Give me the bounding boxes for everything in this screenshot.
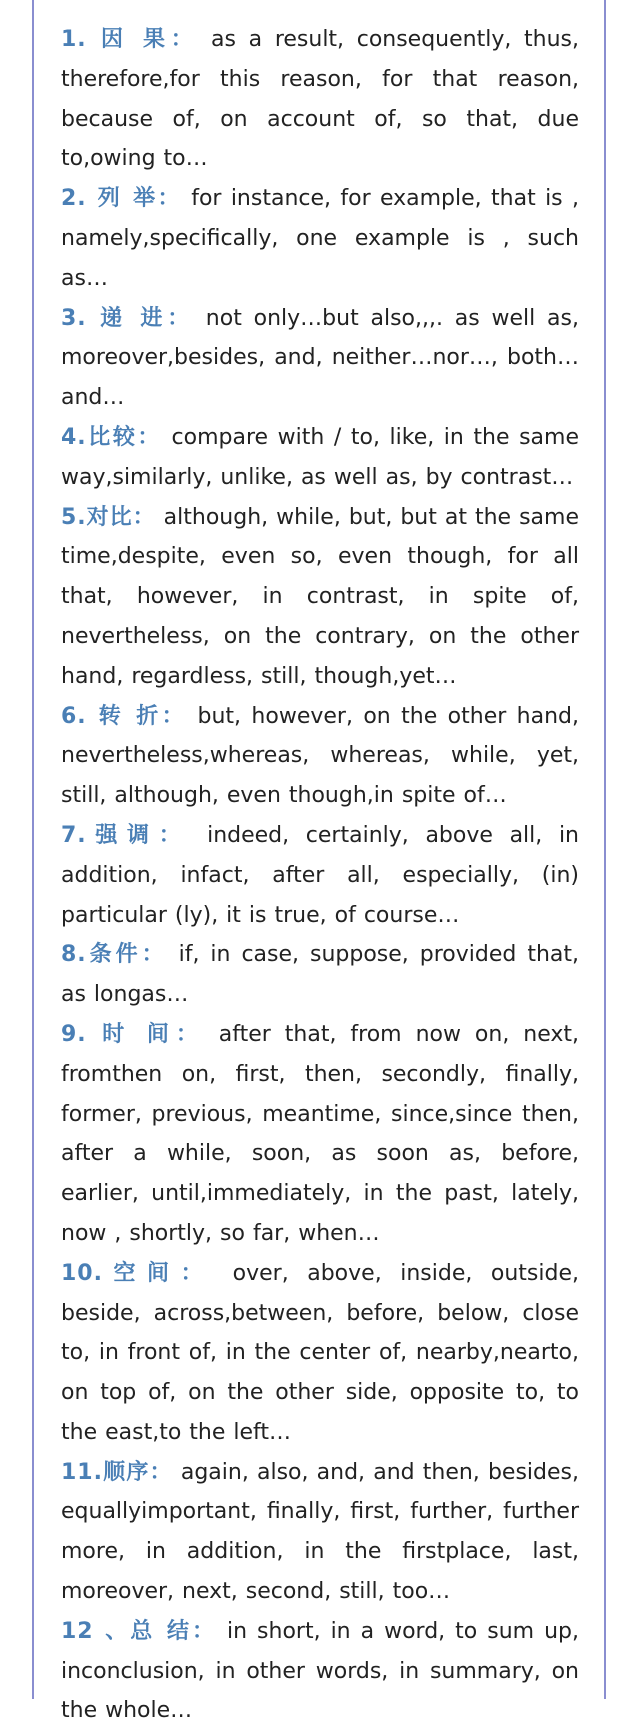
entry-label: 2. 列 举： (61, 186, 182, 212)
entry-text: in short, in a word, to sum up, inconclusion, in other words, in summary, on the whole… (61, 1618, 579, 1724)
connectives-list (61, 20, 579, 1731)
list-item-sequence (61, 1453, 579, 1612)
list-item-summary (61, 1612, 579, 1731)
entry-label: 7.强调： (61, 822, 191, 848)
list-item-cause-effect (61, 20, 579, 179)
entry-label: 6. 转 折： (61, 703, 188, 729)
list-item-space (61, 1254, 579, 1453)
entry-text: over, above, inside, outside, beside, across,between, before, below, close to, in front of, in the center of, nearby,nearto, on top of, on the other side, opposite to, to the east,to the left… (61, 1260, 579, 1445)
entry-text: for instance, for example, that is , namely,specifically, one example is , such as… (61, 186, 579, 291)
list-item-examples (61, 179, 579, 298)
list-item-contrast (61, 498, 579, 697)
list-item-emphasis (61, 816, 579, 935)
entry-text: indeed, certainly, above all, in addition, infact, after all, especially, (in) particular (ly), it is true, of course… (61, 822, 580, 928)
entry-text: as a result, consequently, thus, therefore,for this reason, for that reason, because of, on account of, so that, due to,owing to… (61, 27, 579, 172)
entry-text: again, also, and, and then, besides, equallyimportant, finally, first, further, further more, in addition, in the firstplace, last, moreover, next, second, still, too… (61, 1459, 579, 1605)
list-item-concession (61, 697, 579, 816)
list-item-progression (61, 299, 579, 418)
entry-label: 5.对比： (61, 504, 156, 530)
entry-label: 1. 因 果： (61, 27, 199, 52)
entry-text: not only…but also,,,. as well as, moreover,besides, and, neither…nor…, both… and… (61, 305, 579, 411)
list-item-condition (61, 935, 579, 1015)
list-item-comparison (61, 418, 579, 498)
entry-text: but, however, on the other hand, nevertheless,whereas, whereas, while, yet, still, although, even though,in spite of… (61, 703, 580, 809)
entry-label: 4.比较： (61, 424, 162, 450)
entry-label: 10.空间： (61, 1260, 215, 1286)
entry-label: 11.顺序： (61, 1459, 173, 1485)
entry-label: 3. 递 进： (61, 305, 194, 331)
entry-label: 12 、总 结： (61, 1618, 217, 1644)
entry-text: after that, from now on, next, fromthen on, first, then, secondly, finally, former, previous, meantime, since,since then, after a while, soon, as soon as, before, earlier, until,immediately, in the past, lately, now , shortly, so far, when… (61, 1021, 580, 1246)
entry-text: if, in case, suppose, provided that, as longas… (61, 942, 579, 1008)
entry-label: 9. 时 间： (61, 1021, 205, 1047)
list-item-time (61, 1015, 579, 1254)
entry-text: compare with / to, like, in the same way,similarly, unlike, as well as, by contrast… (61, 424, 579, 490)
entry-label: 8.条件： (61, 942, 168, 968)
entry-text: although, while, but, but at the same time,despite, even so, even though, for all that, however, in contrast, in spite of, nevertheless, on the contrary, on the other hand, regardless, still, though,yet… (61, 504, 579, 689)
